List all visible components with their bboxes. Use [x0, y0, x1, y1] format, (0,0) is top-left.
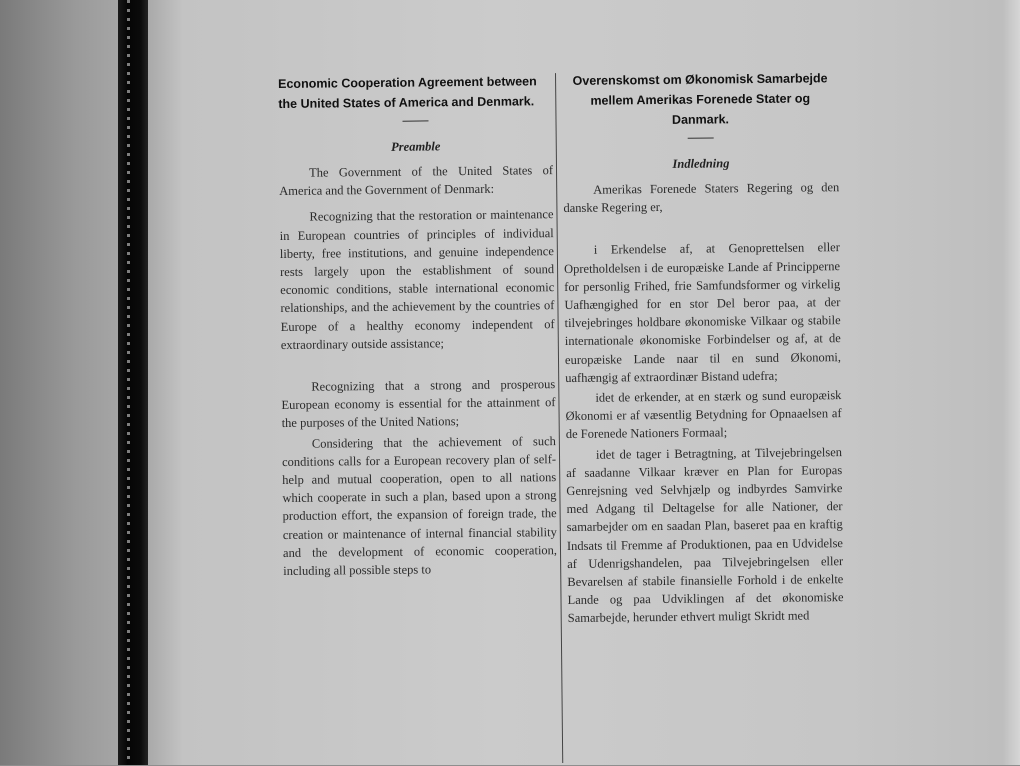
english-column [278, 71, 559, 764]
danish-title: Overenskomst om Økonomisk Samarbejde mellem Amerikas Forenede Stater og Danmark. [572, 71, 828, 127]
danish-paragraph: idet de tager i Betragtning, at Tilvejebringelsen af saadanne Vilkaar kræver en Plan for Europas Genrejsning ved Selvhjælp og indbyrdes Samvirke med Adgang til Deltagelse for alle Nationer, der samarbejder om en saadan Plan, baseret paa en kraftig Indsats til Fremme af Produktionen, paa en Udvidelse af Udenrigshandelen, paa Tilvejebringelsen eller Bevarelsen af stabile finansielle Forhold i de enkelte Lande og paa Udviklingen af det økonomiske Samarbejde, herunder ethvert muligt Skridt med [566, 444, 844, 626]
english-paragraph: The Government of the United States of America and the Government of Denmark: [279, 163, 554, 199]
english-paragraph: Considering that the achievement of such conditions calls for a European recovery plan of self-help and mutual cooperation, open to all nations which cooperate in such a plan, based upon a strong production effort, the expansion of foreign trade, the creation or maintenance of internal financial stability and the development of economic cooperation, including all possible steps to [281, 433, 558, 579]
book-binding [118, 0, 150, 765]
english-subheading: Preamble [391, 139, 441, 154]
danish-paragraph: Amerikas Forenede Staters Regering og den danske Regering er, [563, 180, 840, 216]
english-title: Economic Cooperation Agreement between the United States of America and Denmark. [278, 74, 537, 111]
title-rule [402, 120, 428, 121]
danish-subheading: Indledning [672, 156, 730, 171]
binding-stitching [127, 0, 130, 765]
title-rule [688, 137, 714, 138]
english-paragraph: Recognizing that a strong and prosperous European economy is essential for the attainment of the purposes of the United Nations; [281, 377, 556, 431]
danish-paragraph: idet de erkender, at en stærk og sund europæisk Økonomi er af væsentlig Betydning for Opnaaelsen af de Forenede Nationers Formaal; [565, 388, 842, 442]
bilingual-text [278, 68, 875, 764]
page-edge [1002, 0, 1020, 765]
facing-page-edge [0, 0, 128, 765]
english-paragraph: Recognizing that the restoration or maintenance in European countries of principles of individual liberty, free institutions, and genuine independence rests largely upon the establishment of sound economic conditions, stable international economic relationships, and the achievement by the countries of Europe of a healthy economy independent of extraordinary outside assistance; [279, 207, 555, 352]
danish-paragraph: i Erkendelse af, at Genoprettelsen eller Opretholdelsen i de europæiske Lande af Principperne for personlig Frihed, frie Samfundsformer og virkelig Uafhængighed for en stor Del beror paa, at der tilvejebringes holdbare økonomiske Vilkaar og stabile internationale økonomiske Forbindelser og af, at de europæiske Lande naar til en sund Økonomi, uafhængig af extraordinær Bistand udefra; [563, 240, 842, 385]
danish-column [562, 68, 845, 761]
